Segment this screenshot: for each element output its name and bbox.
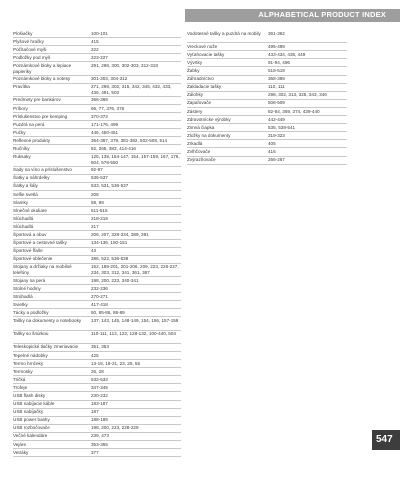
index-entry (187, 140, 347, 148)
index-pages: 366-369 (91, 97, 108, 103)
index-term: Zvlhčovače (187, 149, 211, 154)
index-term: Záhradníctvo (187, 76, 214, 82)
index-term: Zapaľovače (187, 100, 212, 106)
index-entry (13, 46, 181, 54)
index-entry (187, 76, 347, 84)
index-entry (13, 317, 181, 330)
index-term: Tašky na dokumenty a notebooky (13, 318, 82, 324)
index-term: Tričká (13, 376, 26, 382)
index-term: Stojany a držiaky na mobilné telefóny (13, 264, 72, 275)
index-entry (13, 38, 181, 46)
index-term: Termosky (13, 368, 33, 374)
index-entry (13, 441, 181, 449)
index-pages: 230-232 (91, 393, 108, 398)
index-term: Zálohky (187, 92, 204, 98)
index-pages: 66, 77, 376, 376 (91, 105, 125, 111)
index-pages: 442-449 (268, 116, 285, 122)
index-term: Slamky (13, 199, 29, 205)
page-number-tab (372, 430, 400, 450)
index-pages: 386, 522, 536-538 (91, 256, 129, 262)
index-entry (13, 309, 181, 317)
index-pages: 532-533 (91, 376, 108, 382)
index-term: Ruksaky (13, 154, 31, 160)
index-pages: 364-367, 379, 381-382, 502-508, 514 (91, 137, 168, 143)
index-entry (187, 84, 347, 92)
index-term: Tepelné nádobky (13, 352, 48, 358)
index-term: Športové oblečenie (13, 256, 53, 262)
index-pages: 100-101 (91, 30, 108, 36)
index-term: Predmety pre bankárov (13, 97, 61, 103)
index-entry (187, 124, 347, 132)
index-pages: 137, 143, 145, 148-149, 154, 156, 157-159 (91, 318, 179, 324)
index-term: Večné kalendáre (13, 433, 48, 439)
index-term: Príbory (13, 105, 28, 111)
index-term: Stojany na perá (13, 277, 46, 283)
index-pages: 533, 531, 536-537 (91, 183, 129, 189)
index-entry (13, 121, 181, 129)
index-term: USB power banky (13, 417, 50, 423)
index-pages: 405 (268, 140, 276, 146)
index-pages: 218-219 (91, 215, 108, 221)
index-pages: 58, 88 (91, 199, 104, 205)
index-pages: 110-111, 113, 122, 128-132, 100-440, 504 (91, 331, 176, 337)
index-pages: 223-227 (91, 54, 108, 60)
index-term: Vejáre (13, 441, 27, 447)
index-pages: 347-349 (91, 384, 108, 390)
index-entry (13, 30, 181, 38)
index-term: Svietky (13, 301, 28, 307)
index-entry (187, 132, 347, 140)
index-pages: 415 (91, 38, 99, 44)
index-term: Plyšové hračky (13, 38, 44, 44)
index-term: Príslušenstvo pre kemping (13, 113, 68, 119)
index-pages: 198, 200, 223, 228-229 (91, 425, 139, 431)
index-pages: 232-236 (91, 285, 108, 291)
index-pages: 377 (91, 449, 99, 455)
index-entry (13, 425, 181, 433)
index-entry (13, 137, 181, 145)
index-pages: 239, 473 (91, 433, 109, 439)
index-term: Počítačové myši (13, 46, 47, 52)
index-entry (13, 76, 181, 84)
index-entry (13, 401, 181, 409)
index-term: Poznámkové bloky a lepiace papieriky (13, 62, 72, 74)
index-pages: 183-187 (91, 401, 108, 407)
page-number: 547 (376, 434, 393, 445)
index-entry (13, 248, 181, 256)
index-term: Športové fľaše (13, 248, 43, 254)
index-entry (187, 92, 347, 100)
index-entry (13, 207, 181, 215)
index-entry (13, 113, 181, 121)
index-term: Stolné hodiny (13, 285, 41, 291)
index-pages: 361-362 (268, 30, 285, 36)
index-entry (13, 240, 181, 248)
index-term: Zložky na dokumenty (187, 132, 231, 138)
index-entry (13, 392, 181, 400)
index-pages: 217 (91, 223, 99, 229)
section-title: ALPHABETICAL PRODUCT INDEX (258, 10, 386, 19)
index-pages: 495-499 (268, 43, 285, 49)
index-entry (13, 145, 181, 153)
index-entry (13, 183, 181, 191)
index-term: Poznámkové bloky a notesy (13, 76, 71, 82)
index-term: Slúchadlá (13, 223, 34, 229)
index-term: USB flash disky (13, 393, 46, 398)
index-pages: 298, 302, 313, 325, 343, 346 (268, 92, 327, 98)
index-entry (187, 67, 347, 75)
index-entry (187, 108, 347, 116)
index-pages: 417-418 (91, 301, 108, 307)
index-term: Pravítka (13, 84, 30, 90)
index-term: Vreckové nože (187, 43, 218, 49)
index-pages: 50, 85-86, 88-89 (91, 309, 125, 315)
index-entry (13, 409, 181, 417)
index-term: Vetráky (13, 449, 29, 455)
index-pages: 353-355 (91, 441, 108, 447)
index-pages: 301-303, 304-312 (91, 76, 128, 82)
index-entry (13, 199, 181, 207)
index-term: Šatky a šály (13, 183, 38, 189)
index-pages: 370-373 (91, 113, 108, 119)
index-entry (13, 384, 181, 392)
index-pages: 222 (91, 46, 99, 52)
index-term: Vodotesné tašky a puzdrá na mobily (187, 30, 261, 36)
section-header-bar (185, 9, 400, 22)
index-pages: 535, 538-541 (268, 124, 296, 130)
index-term: Termo hrnčeky (13, 360, 44, 366)
index-pages: 446, 450-451 (91, 129, 119, 135)
index-term: Strúhadlá (13, 293, 33, 299)
index-entry (13, 449, 181, 457)
index-pages: 13-15, 18-21, 23, 25, 55 (91, 360, 141, 366)
index-pages: 266-267 (268, 157, 285, 163)
index-pages: 536-537 (91, 175, 108, 181)
index-entry (13, 344, 181, 352)
index-entry (13, 84, 181, 97)
index-entry (13, 331, 181, 344)
index-pages: 416 (268, 149, 276, 154)
index-term: Vyťahovacie tašky (187, 51, 225, 57)
index-pages: 134-136, 150-151 (91, 240, 128, 246)
index-pages: 82, 265, 383, 414-416 (91, 146, 136, 151)
index-pages: 208 (91, 191, 99, 197)
index-term: Zdravotnícke výrobky (187, 116, 231, 122)
index-entry (13, 360, 181, 368)
index-pages: 91-94, 496 (268, 59, 290, 65)
index-entry (13, 285, 181, 293)
index-entry (13, 231, 181, 239)
index-entry (13, 62, 181, 75)
index-entry (187, 157, 347, 165)
index-entry (187, 43, 347, 51)
index-term: USB nabíjacie káble (13, 401, 55, 407)
index-term: Žabky (187, 68, 200, 74)
index-term: Podložky pod myš (13, 54, 51, 60)
index-term: Ručníky (13, 146, 30, 151)
index-term: Reflexné produkty (13, 137, 51, 143)
index-entry (13, 376, 181, 384)
index-pages: 198, 200, 223, 340-341 (91, 277, 139, 283)
index-pages: 152, 188-201, 201-206, 209, 223, 226-227, 234, 303, 312, 341, 361, 387 (91, 264, 179, 275)
index-term: USB nabíjačky (13, 409, 44, 415)
index-entry (13, 433, 181, 441)
index-pages: 270-271 (91, 293, 108, 299)
index-entry (187, 148, 347, 156)
index-column-left (13, 30, 181, 457)
index-pages: 26, 28 (91, 368, 104, 374)
index-term: Zástery (187, 108, 203, 114)
index-entry (13, 129, 181, 137)
index-term: Sady na víno a príslušenstvo (13, 167, 72, 173)
index-term: Vývrtky (187, 59, 203, 65)
index-term: Šatky a náhrdelky (13, 175, 50, 181)
index-pages: 518-519 (268, 68, 285, 74)
index-entry (13, 167, 181, 175)
index-entry (187, 51, 347, 59)
index-pages: 82-84, 369, 374, 439-440 (268, 108, 320, 114)
index-term: Zrkadlá (187, 140, 203, 146)
index-entry (13, 368, 181, 376)
index-entry (13, 215, 181, 223)
index-term: Tašky so šnúrkou (13, 331, 49, 337)
index-pages: 506-509 (268, 100, 285, 106)
index-term: Zimná čiapka (187, 124, 215, 130)
index-term: Selfie svetlá (13, 191, 38, 197)
index-term: Slúchadlá (13, 215, 34, 221)
index-entry (13, 97, 181, 105)
index-term: Športové a cestovné tašky (13, 240, 67, 246)
index-term: Tácky a podložky (13, 309, 49, 315)
index-entry (187, 59, 347, 67)
index-pages: 319-323 (268, 132, 285, 138)
index-term: Pučky (13, 129, 26, 135)
index-column-right (187, 30, 347, 165)
index-entry (13, 191, 181, 199)
index-entry (13, 154, 181, 167)
index-term: Športová a obuv (13, 232, 47, 238)
index-entry (13, 54, 181, 62)
index-term: Plošiačky (13, 30, 33, 36)
index-pages: 511-515 (91, 207, 108, 213)
index-entry (13, 223, 181, 231)
index-pages: 125, 139, 154-147, 154, 157-159, 167, 176, 504, 578-550 (91, 154, 180, 165)
index-term: Zvýrazňovače (187, 157, 216, 163)
index-pages: 188-189 (91, 417, 108, 423)
index-term: USB rozbočovače (13, 425, 50, 431)
index-entry (187, 30, 347, 43)
index-pages: 425 (91, 352, 99, 358)
index-pages: 187 (91, 409, 99, 415)
index-pages: 171-176, 499 (91, 121, 119, 127)
index-pages: 43 (91, 248, 97, 254)
index-entry (13, 175, 181, 183)
index-entry (13, 293, 181, 301)
index-term: Puzdrá na perá (13, 121, 45, 127)
index-entry (13, 105, 181, 113)
index-term: Trofeje (13, 384, 28, 390)
index-pages: 110, 111 (268, 84, 285, 90)
index-pages: 206, 207, 328-334, 389, 391 (91, 232, 149, 238)
index-pages: 271, 298, 302, 315, 342, 345, 432, 433, 436, 491, 503 (91, 84, 172, 95)
index-entry (13, 301, 181, 309)
index-pages: 433-434, 435, 449 (268, 51, 306, 57)
index-entry (13, 277, 181, 285)
index-term: Slnečné okuliare (13, 207, 47, 213)
index-entry (187, 116, 347, 124)
index-entry (187, 100, 347, 108)
index-term: Zakladacie tašky (187, 84, 222, 90)
index-entry (13, 417, 181, 425)
index-entry (13, 256, 181, 264)
index-pages: 291, 298, 300, 302-303, 312-318 (91, 62, 158, 68)
index-entry (13, 352, 181, 360)
index-term: Teleskopické tlačky zmeriavacie (13, 344, 79, 350)
index-pages: 368-369 (268, 76, 285, 82)
index-pages: 351, 353 (91, 344, 109, 350)
index-entry (13, 264, 181, 277)
index-pages: 92-97 (91, 167, 103, 173)
